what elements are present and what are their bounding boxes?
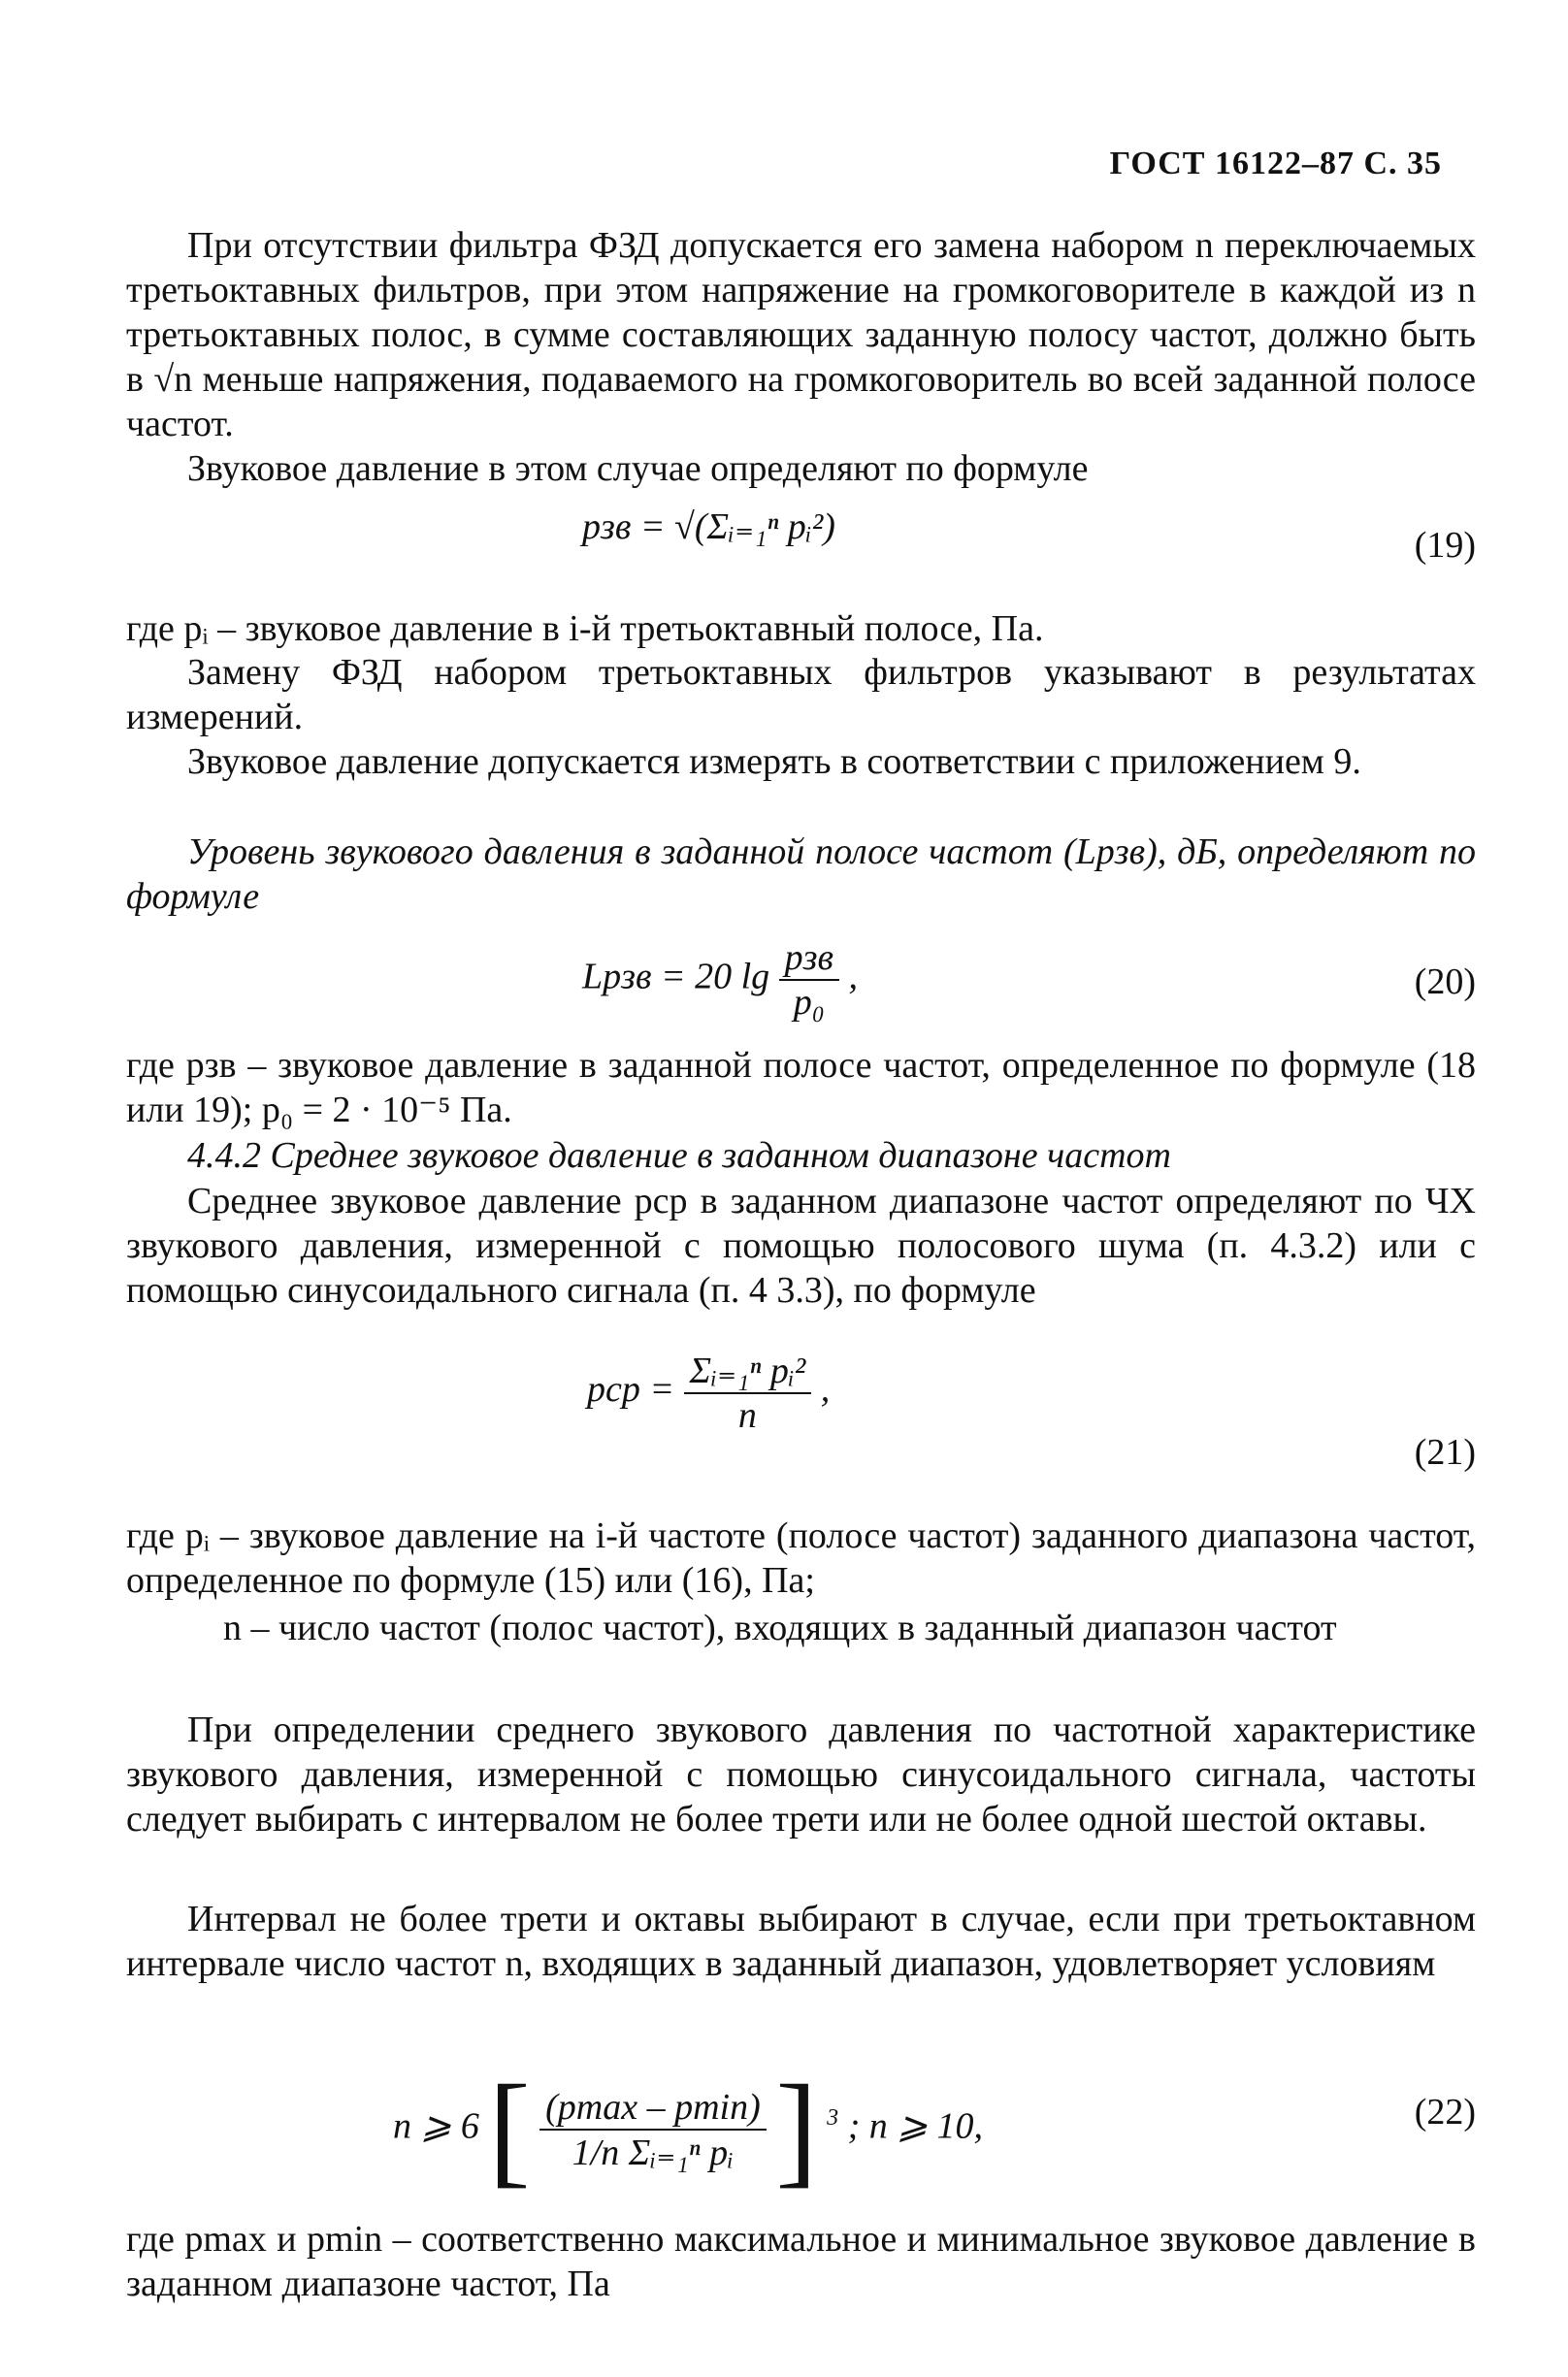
paragraph-pmax-pmin-definition: где pmax и pmin – соответственно максимальное и минимальное звуковое давление в заданном диапазоне частот, Па bbox=[126, 2219, 1476, 2304]
eq21-tail: , bbox=[820, 1369, 831, 1411]
paragraph-average-pressure: Среднее звуковое давление pср в заданном диапазоне частот определяют по ЧХ звукового давления, измеренной с помощью полосового шума (п. 4.3.2) или с помощью синусоидального сигнала (п. 4 3.3), по формуле bbox=[126, 1181, 1476, 1311]
equation-22 bbox=[393, 2057, 983, 2202]
equation-number-21: (21) bbox=[1414, 1432, 1476, 1473]
paragraph-pi-frequency-definition: где pᵢ – звуковое давление на i-й частоте (полосе частот) заданного диапазона частот, определенное по формуле (15) или (16), Па; bbox=[126, 1515, 1476, 1601]
paragraph-filter-replacement: При отсутствии фильтра ФЗД допускается его замена набором n переключаемых третьоктавных фильтров, при этом напряжение на громкоговорителе в каждой из n третьоктавных полос, в сумме составляющих заданную полосу частот, должно быть в √n меньше напряжения, подаваемого на громкоговоритель во всей заданной полосе частот. bbox=[126, 225, 1476, 444]
paragraph-level-intro: Уровень звукового давления в заданной полосе частот (Lpзв), дБ, определяют по формуле bbox=[126, 831, 1476, 917]
eq22-denominator: 1/n Σᵢ₌₁ⁿ pᵢ bbox=[572, 2132, 735, 2173]
eq20-denominator: p₀ bbox=[793, 982, 825, 1023]
equation-number-22: (22) bbox=[1414, 2092, 1476, 2133]
left-bracket-icon: [ bbox=[488, 2060, 531, 2199]
paragraph-n-definition: n – число частот (полос частот), входящих в заданный диапазон частот bbox=[223, 1608, 1337, 1648]
equation-number-20: (20) bbox=[1414, 961, 1476, 1002]
paragraph-pzv-definition: где pзв – звуковое давление в заданной полосе частот, определенное по формуле (18 или 19); p₀ = 2 · 10⁻⁵ Па. bbox=[126, 1045, 1476, 1130]
equation-number-19: (19) bbox=[1414, 525, 1476, 566]
eq22-fraction bbox=[539, 2086, 767, 2174]
right-bracket-icon: ] bbox=[775, 2060, 818, 2199]
paragraph-interval-conditions: Интервал не более трети и октавы выбирают в случае, если при третьоктавном интервале число частот n, входящих в заданный диапазон, удовлетворяет условиям bbox=[126, 1899, 1476, 1984]
paragraph-pi-definition: где pᵢ – звуковое давление в i-й третьоктавный полосе, Па. bbox=[126, 608, 1044, 649]
eq22-exponent: 3 bbox=[827, 2105, 839, 2132]
eq19-lhs: pзв = bbox=[582, 506, 666, 547]
equation-21 bbox=[587, 1349, 830, 1437]
equation-20 bbox=[582, 936, 858, 1024]
eq20-fraction bbox=[779, 936, 839, 1024]
eq20-tail: , bbox=[848, 956, 858, 997]
equation-19 bbox=[582, 505, 835, 548]
section-heading-4-4-2: 4.4.2 Среднее звуковое давление в заданном диапазоне частот bbox=[187, 1135, 1171, 1176]
paragraph-formula-intro: Звуковое давление в этом случае определяют по формуле bbox=[187, 448, 1089, 489]
eq21-lhs: pср = bbox=[587, 1369, 675, 1411]
eq22-lhs: n ⩾ 6 bbox=[393, 2105, 479, 2147]
paragraph-appendix-9: Звуковое давление допускается измерять в соответствии с приложением 9. bbox=[187, 741, 1361, 782]
page-header: ГОСТ 16122–87 С. 35 bbox=[1109, 146, 1442, 181]
eq21-numerator: Σᵢ₌₁ⁿ pᵢ² bbox=[684, 1349, 812, 1394]
eq21-denominator: n bbox=[737, 1395, 757, 1436]
eq22-numerator: (pmax – pmin) bbox=[539, 2086, 767, 2131]
eq22-tail: ; n ⩾ 10, bbox=[847, 2105, 984, 2147]
eq20-numerator: pзв bbox=[779, 936, 839, 981]
eq19-body: √(Σᵢ₌₁ⁿ pᵢ²) bbox=[673, 506, 835, 547]
paragraph-replacement-note: Замену ФЗД набором третьоктавных фильтров указывают в результатах измерений. bbox=[126, 652, 1476, 737]
paragraph-interval-selection: При определении среднего звукового давления по частотной характеристике звукового давления, измеренной с помощью синусоидального сигнала, частоты следует выбирать с интервалом не более трети или не более одной шестой октавы. bbox=[126, 1709, 1476, 1840]
eq21-fraction bbox=[684, 1349, 812, 1437]
eq20-lhs: Lpзв = 20 lg bbox=[582, 956, 770, 997]
